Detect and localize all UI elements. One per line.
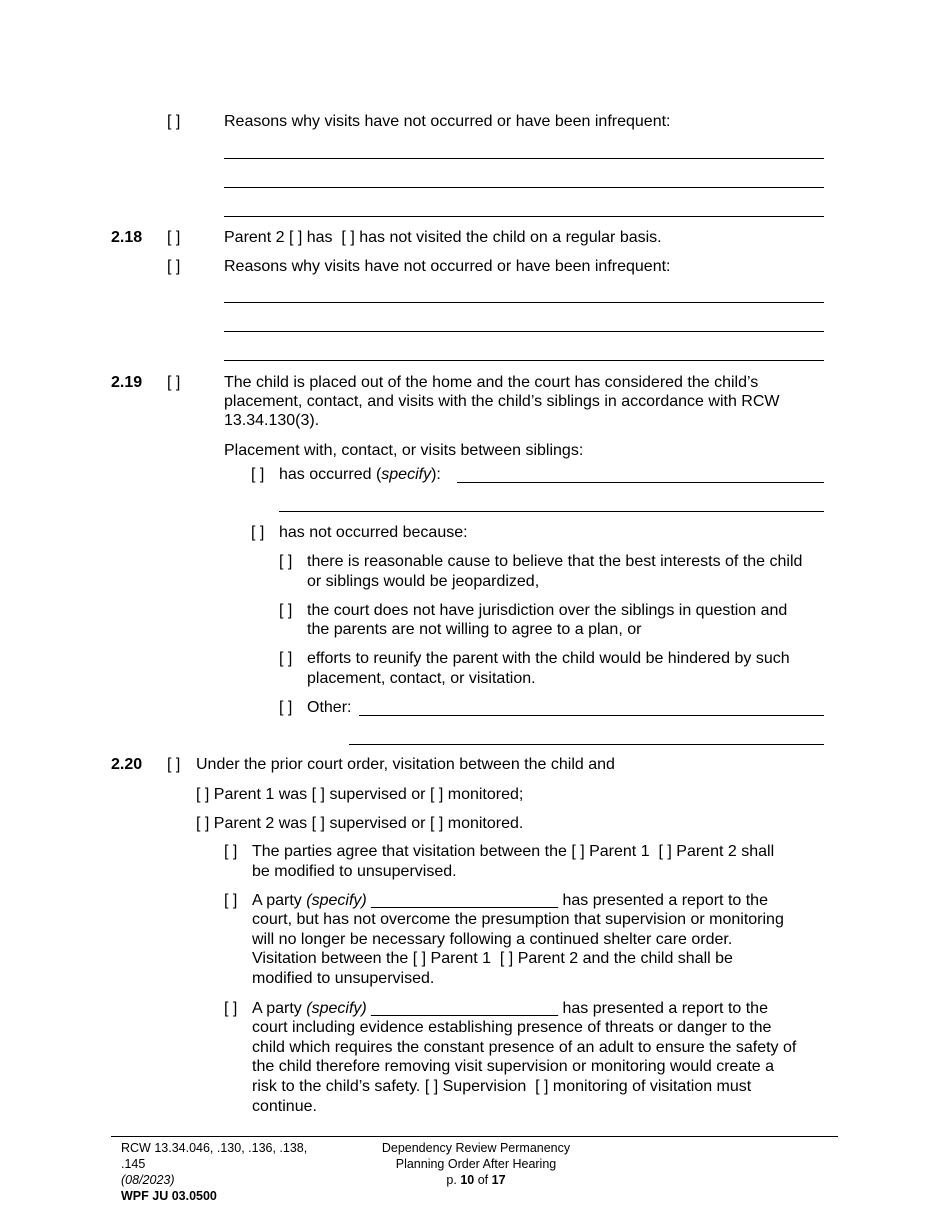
checkbox[interactable]: [ ] bbox=[412, 950, 427, 967]
footer-form-number: WPF JU 03.0500 bbox=[121, 1189, 217, 1203]
checkbox[interactable]: [ ] bbox=[167, 258, 181, 275]
blank-line[interactable] bbox=[224, 187, 824, 188]
paragraph-line: placement, contact, and visits with the child’s siblings in accordance with RCW bbox=[224, 393, 780, 410]
reasons-label: Reasons why visits have not occurred or have been infrequent: bbox=[224, 113, 671, 130]
checkbox[interactable]: [ ] bbox=[288, 229, 303, 246]
checkbox[interactable]: [ ] bbox=[224, 843, 238, 860]
footer-date: (08/2023) bbox=[121, 1173, 175, 1187]
paragraph-line: risk to the child’s safety. [ ] Supervision [ ] monitoring of visitation must bbox=[252, 1078, 752, 1095]
paragraph-line: court, but has not overcome the presumption that supervision or monitoring bbox=[252, 911, 784, 928]
checkbox[interactable]: [ ] bbox=[279, 699, 293, 716]
checkbox[interactable]: [ ] bbox=[251, 524, 265, 541]
paragraph-line: be modified to unsupervised. bbox=[252, 863, 457, 880]
party-blank[interactable]: _____________________ bbox=[371, 1000, 559, 1017]
paragraph-line: continue. bbox=[252, 1098, 317, 1115]
checkbox[interactable]: [ ] bbox=[341, 229, 355, 246]
checkbox[interactable]: [ ] bbox=[224, 1000, 238, 1017]
footer-divider bbox=[111, 1136, 838, 1137]
checkbox[interactable]: [ ] bbox=[167, 374, 181, 391]
reason-line: or siblings would be jeopardized, bbox=[307, 573, 540, 590]
checkbox[interactable]: [ ] bbox=[571, 843, 585, 860]
blank-line[interactable] bbox=[224, 302, 824, 303]
placement-label: Placement with, contact, or visits between siblings: bbox=[224, 442, 584, 459]
reason-line: there is reasonable cause to believe that the best interests of the child bbox=[307, 553, 803, 570]
checkbox[interactable]: [ ] bbox=[658, 843, 672, 860]
paragraph-line: will no longer be necessary following a continued shelter care order. bbox=[252, 931, 733, 948]
has-occurred-label: has occurred (specify): bbox=[279, 466, 441, 483]
blank-line[interactable] bbox=[224, 158, 824, 159]
section-number: 2.20 bbox=[111, 756, 143, 773]
checkbox[interactable]: [ ] bbox=[279, 553, 293, 570]
blank-line[interactable] bbox=[349, 744, 824, 745]
reason-line: placement, contact, or visitation. bbox=[307, 670, 536, 687]
checkbox[interactable]: [ ] bbox=[279, 602, 293, 619]
paragraph-line: The child is placed out of the home and the court has considered the child’s bbox=[224, 374, 759, 391]
paragraph-line: the child therefore removing visit supervision or monitoring would create a bbox=[252, 1058, 775, 1075]
checkbox[interactable]: [ ] bbox=[424, 1078, 439, 1095]
paragraph-line: A party (specify) _____________________ has presented a report to the bbox=[252, 1000, 768, 1017]
blank-line[interactable] bbox=[224, 216, 824, 217]
checkbox[interactable]: [ ] bbox=[196, 815, 210, 832]
parent1-line: [ ] Parent 1 was [ ] supervised or [ ] monitored; bbox=[196, 786, 524, 803]
paragraph-line: Under the prior court order, visitation between the child and bbox=[196, 756, 615, 773]
reasons-label: Reasons why visits have not occurred or have been infrequent: bbox=[224, 258, 671, 275]
checkbox[interactable]: [ ] bbox=[499, 950, 514, 967]
paragraph-line: child which requires the constant presence of an adult to ensure the safety of bbox=[252, 1039, 797, 1056]
blank-line[interactable] bbox=[224, 331, 824, 332]
footer-title: Planning Order After Hearing bbox=[395, 1157, 557, 1171]
blank-line[interactable] bbox=[224, 360, 824, 361]
checkbox[interactable]: [ ] bbox=[429, 815, 444, 832]
checkbox[interactable]: [ ] bbox=[167, 756, 181, 773]
footer-rcw: .145 bbox=[121, 1157, 146, 1171]
paragraph-line: A party (specify) _____________________ has presented a report to the bbox=[252, 892, 768, 909]
parent2-line: [ ] Parent 2 was [ ] supervised or [ ] monitored. bbox=[196, 815, 524, 832]
paragraph-line: Visitation between the [ ] Parent 1 [ ] Parent 2 and the child shall be bbox=[252, 950, 733, 967]
party-blank[interactable]: _____________________ bbox=[371, 892, 559, 909]
checkbox[interactable]: [ ] bbox=[429, 786, 444, 803]
paragraph-line: court including evidence establishing presence of threats or danger to the bbox=[252, 1019, 772, 1036]
footer-page: p. 10 of 17 bbox=[446, 1173, 506, 1187]
checkbox[interactable]: [ ] bbox=[251, 466, 265, 483]
checkbox[interactable]: [ ] bbox=[311, 815, 325, 832]
footer-title: Dependency Review Permanency bbox=[381, 1141, 571, 1155]
parent2-visit-statement: Parent 2 [ ] has [ ] has not visited the child on a regular basis. bbox=[224, 229, 662, 246]
footer-rcw: RCW 13.34.046, .130, .136, .138, bbox=[121, 1141, 308, 1155]
checkbox[interactable]: [ ] bbox=[196, 786, 210, 803]
section-number: 2.19 bbox=[111, 374, 143, 391]
other-label: Other: bbox=[307, 699, 352, 716]
checkbox[interactable]: [ ] bbox=[535, 1078, 549, 1095]
blank-line[interactable] bbox=[279, 511, 824, 512]
checkbox[interactable]: [ ] bbox=[279, 650, 293, 667]
section-number: 2.18 bbox=[111, 229, 143, 246]
checkbox[interactable]: [ ] bbox=[311, 786, 325, 803]
reason-line: the court does not have jurisdiction over the siblings in question and bbox=[307, 602, 788, 619]
paragraph-line: The parties agree that visitation between the [ ] Parent 1 [ ] Parent 2 shall bbox=[252, 843, 775, 860]
reason-line: efforts to reunify the parent with the child would be hindered by such bbox=[307, 650, 790, 667]
checkbox[interactable]: [ ] bbox=[167, 113, 181, 130]
reason-line: the parents are not willing to agree to a plan, or bbox=[307, 621, 642, 638]
blank-line[interactable] bbox=[457, 482, 824, 483]
checkbox[interactable]: [ ] bbox=[167, 229, 181, 246]
has-not-occurred-label: has not occurred because: bbox=[279, 524, 468, 541]
paragraph-line: modified to unsupervised. bbox=[252, 970, 435, 987]
checkbox[interactable]: [ ] bbox=[224, 892, 238, 909]
paragraph-line: 13.34.130(3). bbox=[224, 412, 320, 429]
blank-line[interactable] bbox=[359, 715, 824, 716]
